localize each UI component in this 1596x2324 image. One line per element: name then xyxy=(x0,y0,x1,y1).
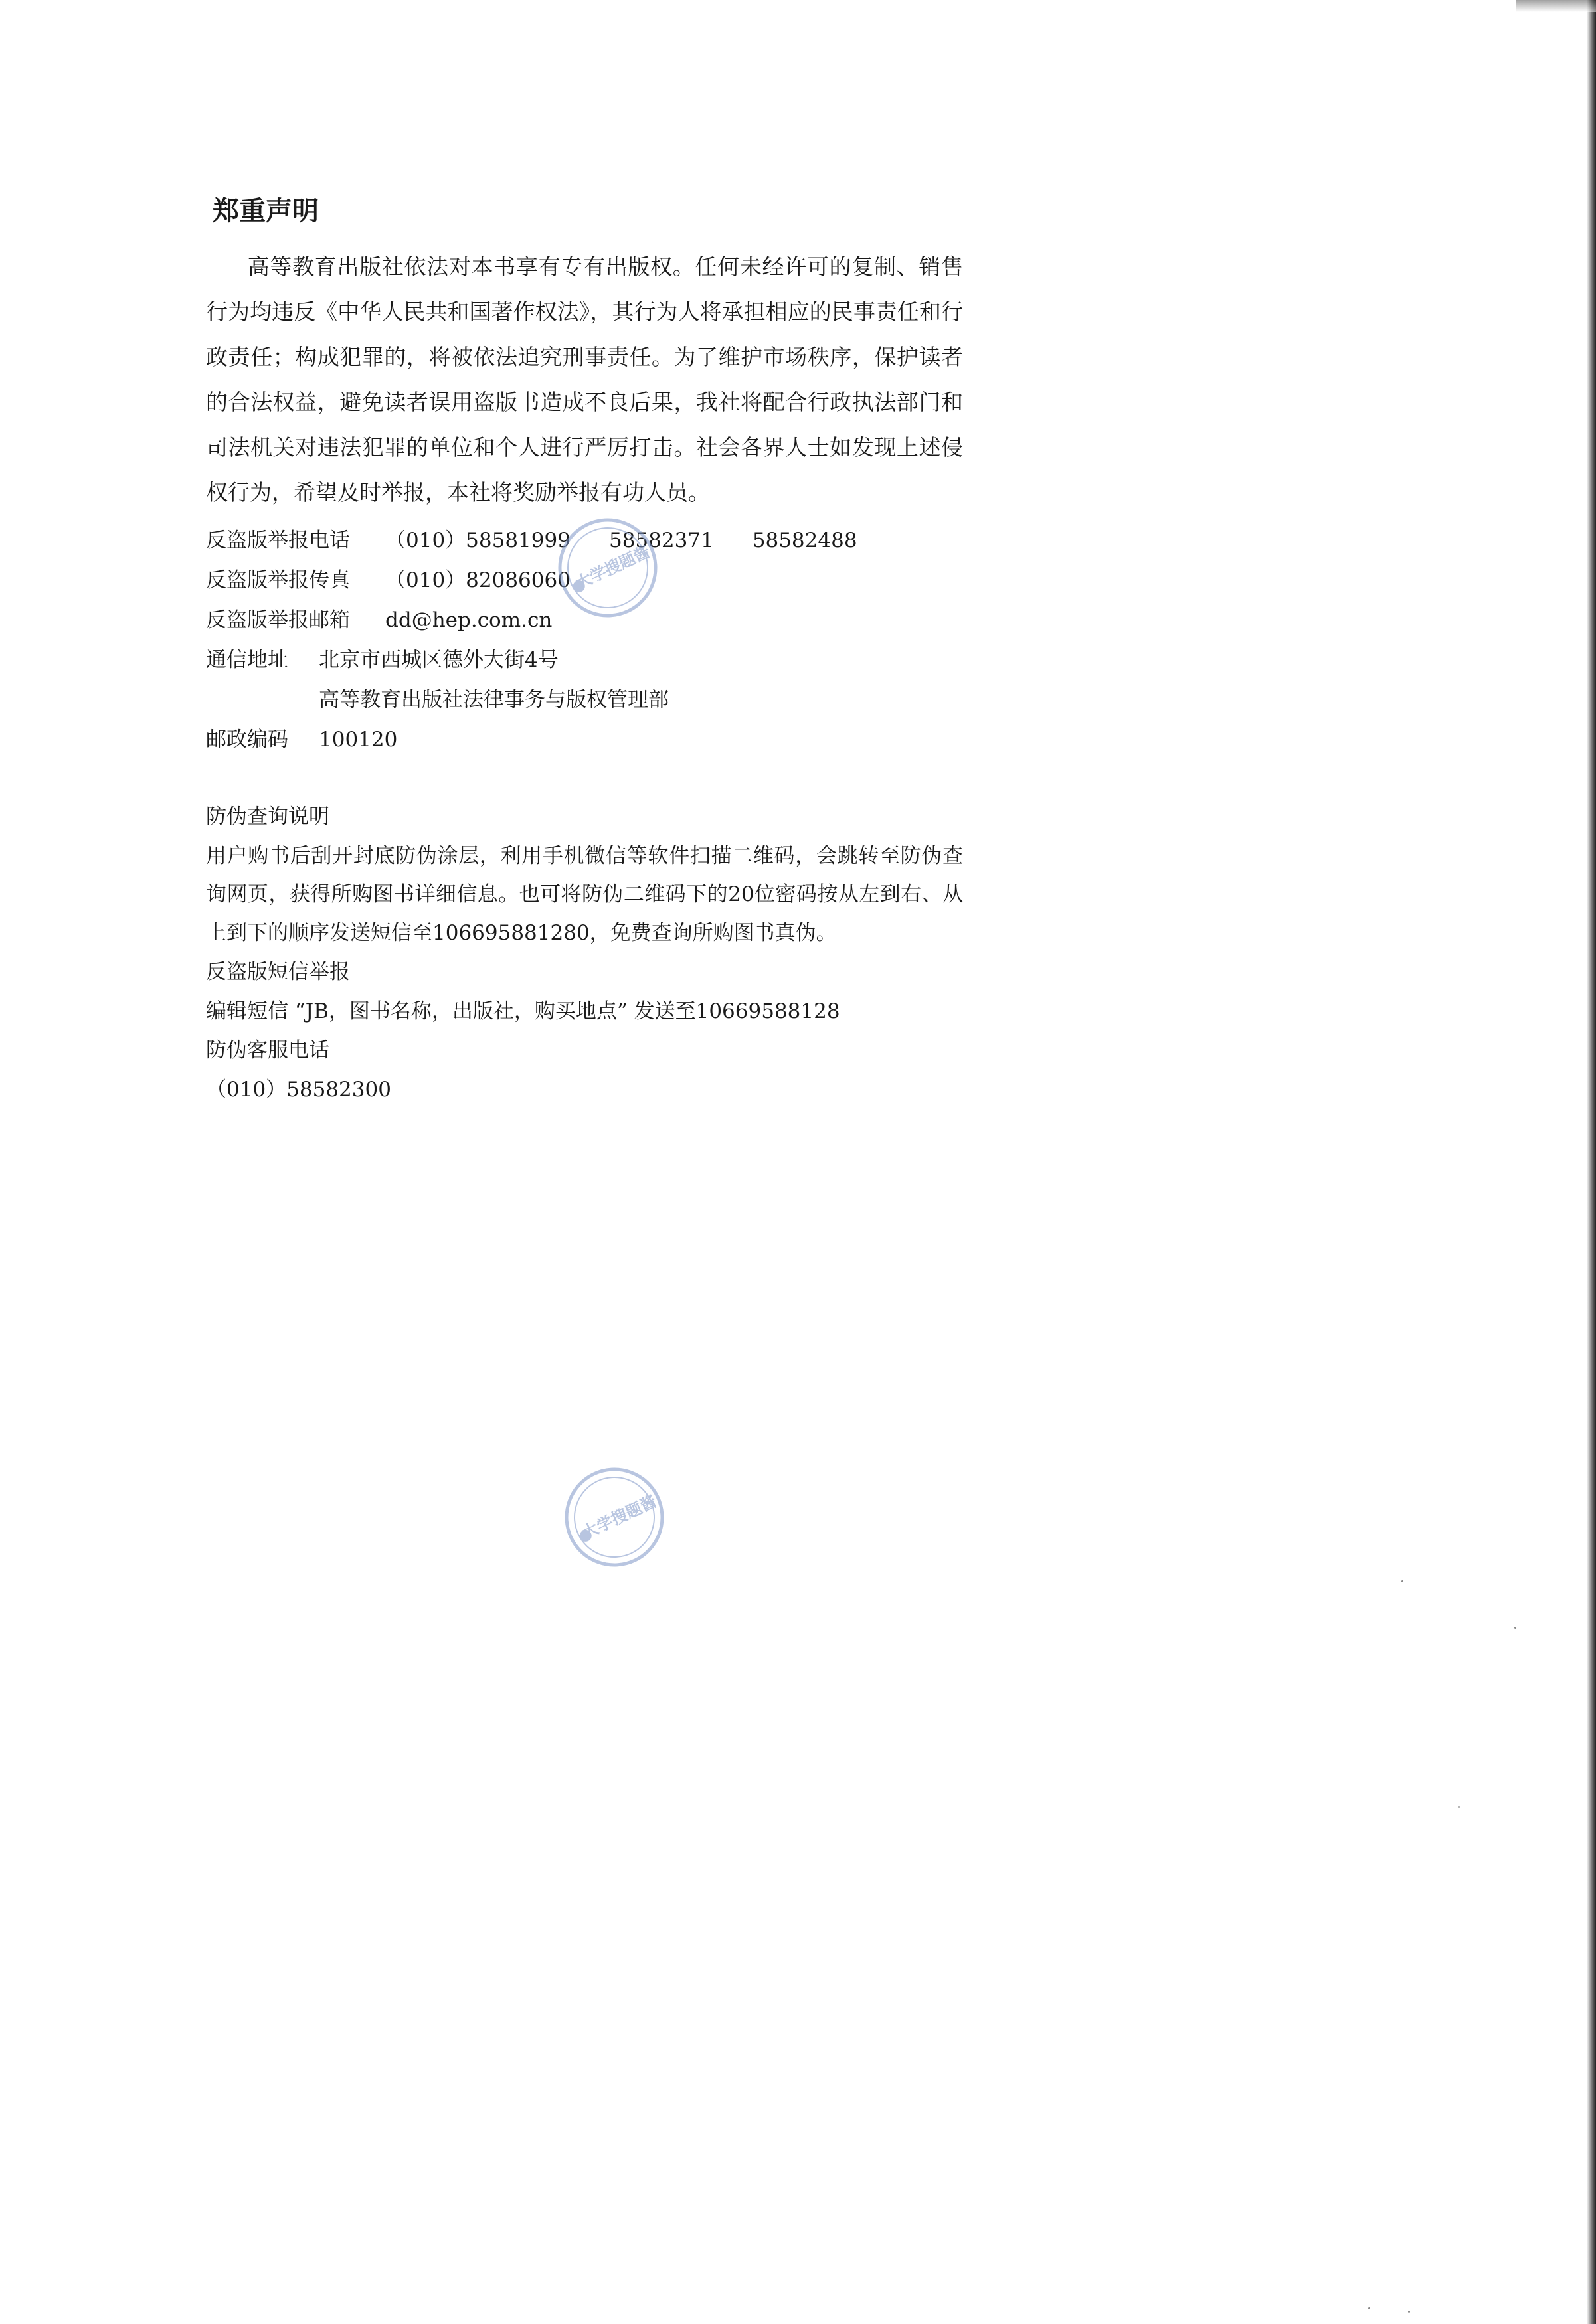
sms-report-heading: 反盗版短信举报 xyxy=(206,960,350,984)
scan-speck xyxy=(1368,2307,1370,2309)
contact-row-postcode xyxy=(206,720,963,760)
contact-row-address-2 xyxy=(206,680,963,720)
section-spacer xyxy=(206,760,963,797)
postcode-label: 邮政编码 xyxy=(206,728,288,752)
contact-row-address xyxy=(206,640,963,680)
scan-speck xyxy=(1408,2311,1410,2313)
service-phone-number: （010）58582300 xyxy=(206,1078,391,1102)
phone-number-2: 58582371 xyxy=(608,529,714,552)
email-label: 反盗版举报邮箱 xyxy=(206,608,350,632)
sms-report-text: 编辑短信 “JB，图书名称，出版社，购买地点” 发送至10669588128 xyxy=(206,999,840,1023)
anti-fake-heading: 防伪查询说明 xyxy=(206,805,329,829)
service-phone-heading: 防伪客服电话 xyxy=(206,1038,329,1062)
fax-label: 反盗版举报传真 xyxy=(206,568,350,592)
scan-edge-shadow xyxy=(1587,0,1596,2324)
email-address: dd@hep.com.cn xyxy=(385,608,553,632)
page-content xyxy=(206,193,963,1109)
scan-corner-shadow xyxy=(1516,0,1596,12)
scan-speck xyxy=(1458,1806,1460,1808)
scan-speck xyxy=(1514,1627,1516,1629)
phone-number-3: 58582488 xyxy=(752,529,857,552)
copyright-statement: 高等教育出版社依法对本书享有专有出版权。任何未经许可的复制、销售行为均违反《中华人民共和国著作权法》，其行为人将承担相应的民事责任和行政责任；构成犯罪的，将被依法追究刑事责任。为了维护市场秩序，保护读者的合法权益，避免读者误用盗版书造成不良后果，我社将配合行政执法部门和司法机关对违法犯罪的单位和个人进行严厉打击。社会各界人士如发现上述侵权行为，希望及时举报，本社将奖励举报有功人员。 xyxy=(206,254,963,505)
stamp-text: 大学搜题酱 xyxy=(573,542,653,593)
stamp-text: 大学搜题酱 xyxy=(579,1491,660,1542)
postcode-value: 100120 xyxy=(319,728,398,752)
anti-fake-section xyxy=(206,797,963,1109)
scan-speck xyxy=(1401,1580,1403,1582)
phone-label: 反盗版举报电话 xyxy=(206,529,350,552)
watermark-stamp xyxy=(551,511,664,624)
address-label: 通信地址 xyxy=(206,648,288,672)
fax-number: （010）82086060 xyxy=(385,568,571,592)
watermark-stamp xyxy=(558,1461,671,1574)
address-line-2: 高等教育出版社法律事务与版权管理部 xyxy=(319,688,669,712)
address-line-1: 北京市西城区德外大街4号 xyxy=(319,648,559,672)
phone-number-1: （010）58581999 xyxy=(385,529,571,552)
anti-fake-text: 用户购书后刮开封底防伪涂层，利用手机微信等软件扫描二维码，会跳转至防伪查询网页，获得所购图书详细信息。也可将防伪二维码下的20位密码按从左到右、从上到下的顺序发送短信至106695881280，免费查询所购图书真伪。 xyxy=(206,844,963,945)
page-title: 郑重声明 xyxy=(213,196,319,226)
